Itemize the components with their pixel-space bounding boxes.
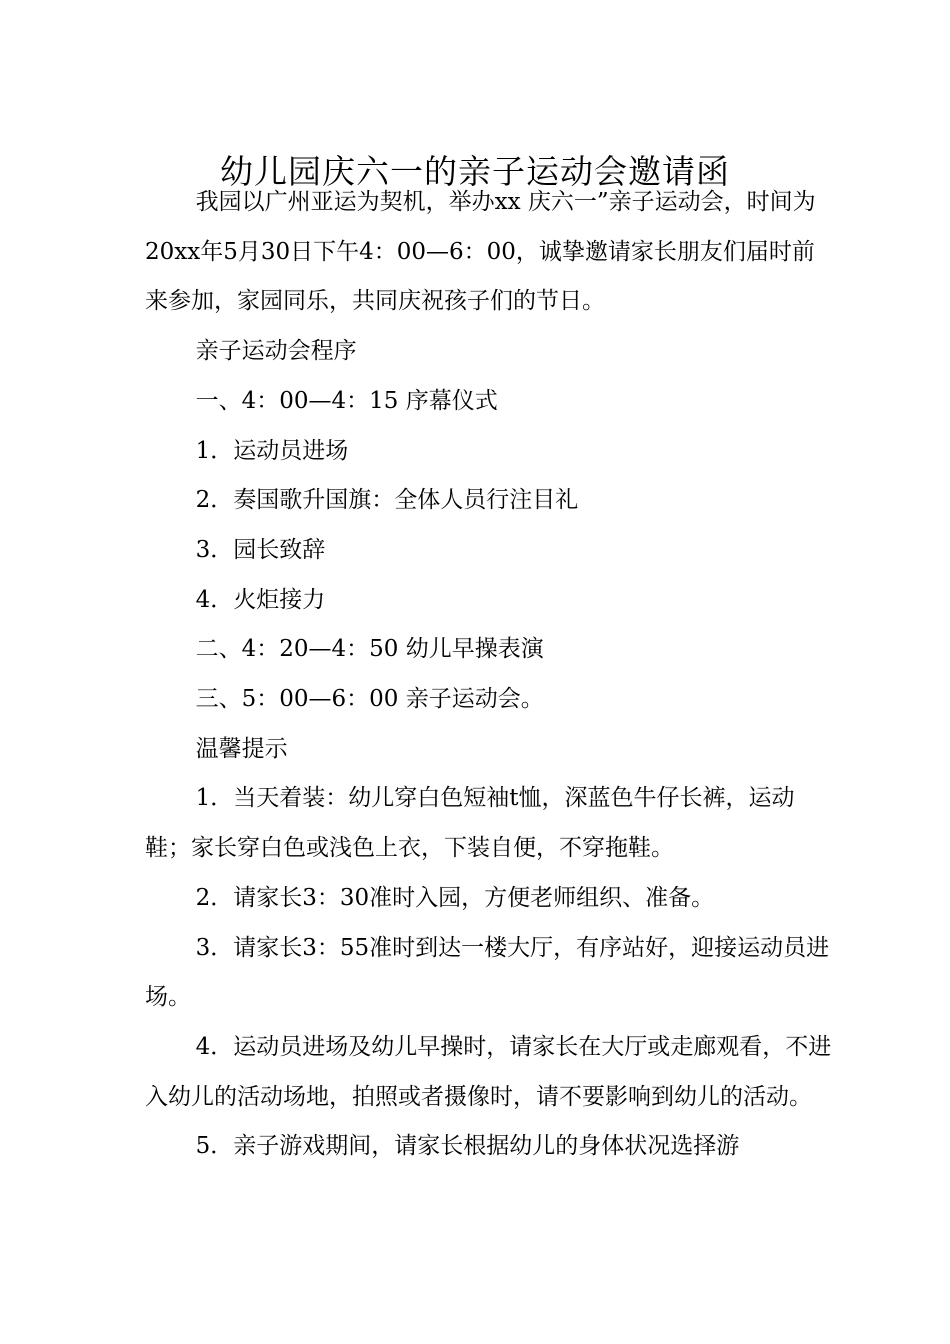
- paragraph-program-heading: 亲子运动会程序: [195, 338, 357, 365]
- paragraph-tip: 5．亲子游戏期间，请家长根据幼儿的身体状况选择游: [195, 1133, 740, 1160]
- paragraph-program-item: 4．火炬接力: [195, 586, 326, 613]
- paragraph-tip: 4．运动员进场及幼儿早操时，请家长在大厅或走廊观看，不进入幼儿的活动场地，拍照或者摄像时，请不要影响到幼儿的活动。: [145, 1033, 832, 1110]
- paragraph-program-item: 1．运动员进场: [195, 437, 349, 464]
- paragraph-tip: 3．请家长3：55准时到达一楼大厅，有序站好，迎接运动员进场。: [145, 934, 830, 1011]
- document-title: 幼儿园庆六一的亲子运动会邀请函: [220, 152, 730, 192]
- paragraph-program-item: 一、4：00—4：15 序幕仪式: [195, 387, 498, 414]
- paragraph-tips-heading: 温馨提示: [195, 735, 288, 762]
- paragraph-tip: 1．当天着装：幼儿穿白色短袖t恤，深蓝色牛仔长裤，运动鞋；家长穿白色或浅色上衣，下装自便，不穿拖鞋。: [145, 785, 795, 862]
- paragraph-program-item: 二、4：20—4：50 幼儿早操表演: [195, 636, 544, 663]
- document-body: [145, 178, 835, 1172]
- paragraph-tip: 2．请家长3：30准时入园，方便老师组织、准备。: [195, 884, 715, 911]
- paragraph-program-item: 2．奏国歌升国旗：全体人员行注目礼: [195, 487, 579, 514]
- paragraph-invitation: 我园以广州亚运为契机，举办xx 庆六一”亲子运动会，时间为20xx年5月30日下午4：00—6：00，诚挚邀请家长朋友们届时前来参加，家园同乐，共同庆祝孩子们的节日。: [145, 189, 816, 315]
- paragraph-program-item: 3．园长致辞: [195, 536, 326, 563]
- paragraph-program-item: 三、5：00—6：00 亲子运动会。: [195, 686, 544, 713]
